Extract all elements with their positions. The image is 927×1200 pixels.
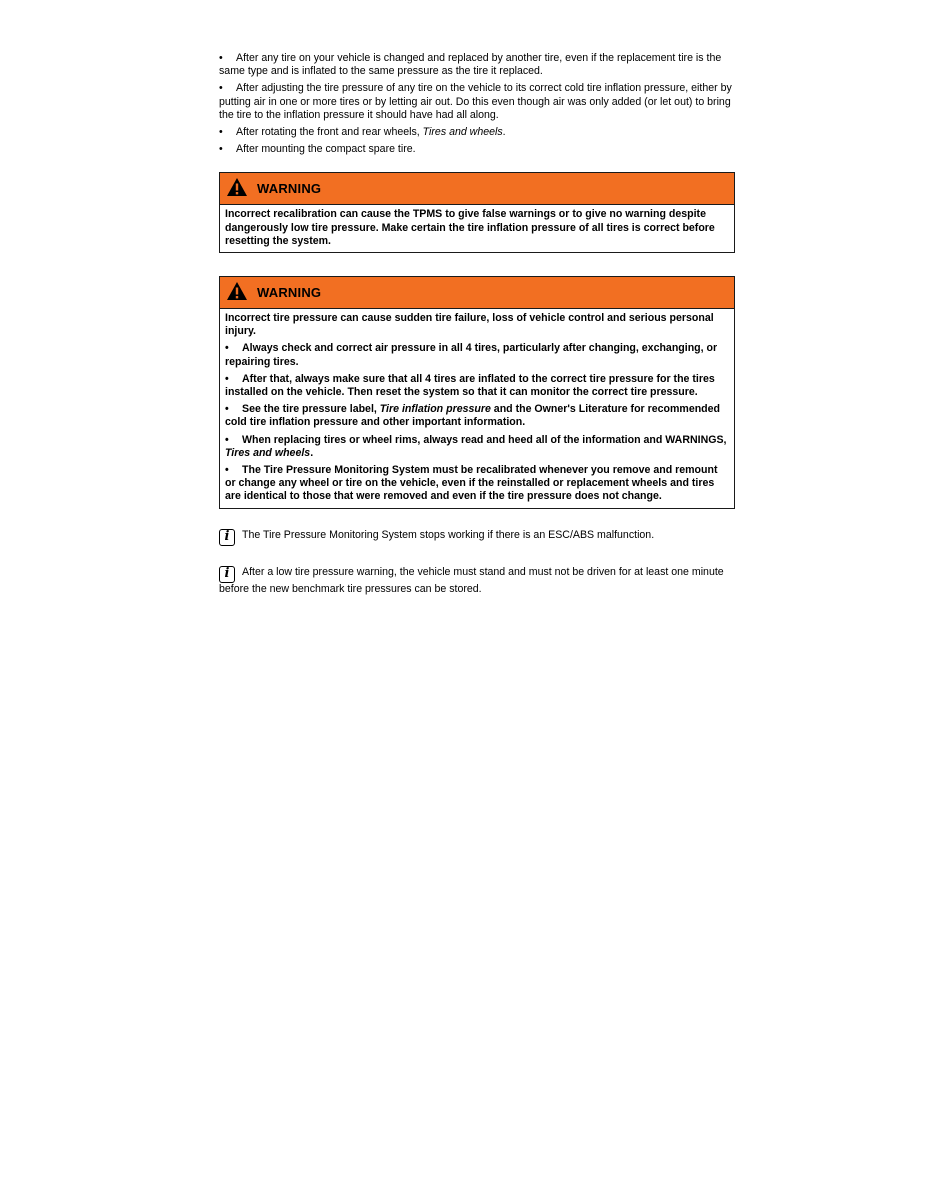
warning-box: [219, 276, 735, 509]
warning-text: Incorrect recalibration can cause the TPMS to give false warnings or to give no warning despite dangerously low tire pressure. Make certain the tire inflation pressure of all tires is correct before resetting the system.: [225, 208, 715, 247]
warning-bullet: • After that, always make sure that all 4 tires are inflated to the correct tire pressure for the tires installed on the vehicle. Then reset the system so that it can monitor the correct tire pressure.: [225, 372, 715, 399]
warning-body: [220, 205, 734, 252]
list-item: • After any tire on your vehicle is changed and replaced by another tire, even if the replacement tire is the same type and is inflated to the same pressure as the tire it replaced.: [219, 52, 722, 78]
list-item: • After adjusting the tire pressure of any tire on the vehicle to its correct cold tire inflation pressure, either by putting air in one or more tires or by letting air out. Do this even though air was only added (or let out) to bring the tire to the inflation pressure it should have had all along.: [219, 82, 732, 121]
warning-title: WARNING: [257, 285, 322, 301]
warning-bullet: • When replacing tires or wheel rims, always read and heed all of the information and WARNINGS, Tires and wheels.: [225, 433, 727, 459]
warning-bullet: • See the tire pressure label, Tire inflation pressure and the Owner's Literature for recommended cold tire inflation pressure and other important information.: [225, 403, 721, 429]
warning-bullet: • Always check and correct air pressure in all 4 tires, particularly after changing, exchanging, or repairing tires.: [225, 342, 718, 368]
info-note: i The Tire Pressure Monitoring System stops working if there is an ESC/ABS malfunction.: [219, 529, 735, 546]
warning-header: [220, 173, 734, 205]
cross-reference-link[interactable]: Tire inflation pressure: [379, 403, 491, 416]
bullet-list: [219, 52, 735, 156]
warning-body: [220, 309, 734, 508]
info-icon: i: [219, 566, 235, 583]
info-note: i After a low tire pressure warning, the vehicle must stand and must not be driven for at least one minute before the new benchmark tire pressures can be stored.: [219, 565, 724, 595]
warning-intro: Incorrect tire pressure can cause sudden tire failure, loss of vehicle control and serious personal injury.: [225, 312, 714, 338]
list-item: • After mounting the compact spare tire.: [219, 143, 416, 156]
cross-reference-link[interactable]: Tires and wheels: [225, 446, 311, 459]
warning-title: WARNING: [257, 181, 322, 197]
warning-triangle-icon: [226, 177, 248, 197]
page-content: [219, 52, 735, 596]
warning-bullet: • The Tire Pressure Monitoring System must be recalibrated whenever you remove and remount or change any wheel or tire on the vehicle, even if the reinstalled or replacement wheels and tires are identical to those that were removed and even if the tire pressure does not change.: [225, 464, 718, 503]
warning-triangle-icon: [226, 281, 248, 301]
warning-header: [220, 277, 734, 309]
info-icon: i: [219, 529, 235, 546]
warning-box: [219, 172, 735, 253]
list-item: • After rotating the front and rear wheels, Tires and wheels.: [219, 126, 506, 139]
cross-reference-link[interactable]: Tires and wheels: [422, 126, 503, 139]
